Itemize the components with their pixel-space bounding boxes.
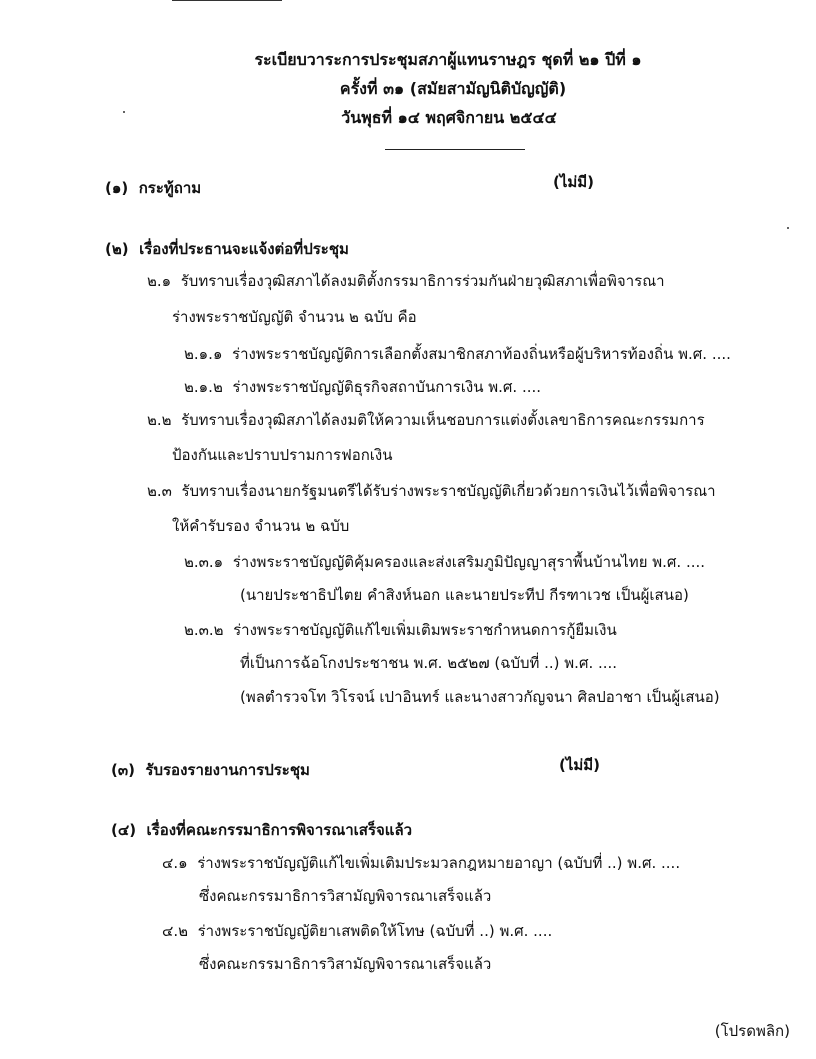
item-4-1-text: ร่างพระราชบัญญัติแก้ไขเพิ่มเติมประมวลกฎหมายอาญา (ฉบับที่ ..) พ.ศ. .... [197, 854, 681, 872]
item-2-3 [147, 481, 716, 501]
section-3-title: รับรองรายงานการประชุม [145, 761, 310, 779]
section-1-title: กระทู้ถาม [138, 179, 202, 197]
section-3-status: (ไม่มี) [559, 756, 601, 774]
item-2-3-1-text: ร่างพระราชบัญญัติคุ้มครองและส่งเสริมภูมิปัญญาสุราพื้นบ้านไทย พ.ศ. .... [232, 553, 706, 571]
item-4-1-continuation: ซึ่งคณะกรรมาธิการวิสามัญพิจารณาเสร็จแล้ว [199, 887, 492, 905]
turn-over-note: (โปรดพลิก) [714, 1022, 790, 1040]
document-header [0, 45, 816, 132]
top-rule [172, 0, 282, 1]
section-3-number: (๓) [111, 761, 135, 779]
item-4-2 [162, 921, 552, 941]
item-2-2 [147, 410, 705, 430]
section-1-heading [105, 178, 201, 198]
item-2-3-1-number: ๒.๓.๑ [184, 553, 224, 571]
item-2-1-number: ๒.๑ [147, 272, 172, 290]
item-4-2-continuation: ซึ่งคณะกรรมาธิการวิสามัญพิจารณาเสร็จแล้ว [199, 955, 492, 973]
item-2-3-text: รับทราบเรื่องนายกรัฐมนตรีได้รับร่างพระราชบัญญัติเกี่ยวด้วยการเงินไว้เพื่อพิจารณา [181, 482, 716, 500]
item-2-1-1-number: ๒.๑.๑ [184, 345, 223, 363]
scan-speck [123, 111, 125, 113]
scan-speck [787, 227, 789, 229]
section-2-title: เรื่องที่ประธานจะแจ้งต่อที่ประชุม [139, 240, 349, 258]
header-date: วันพุธที่ ๑๔ พฤศจิกายน ๒๕๔๔ [341, 108, 557, 127]
item-4-2-number: ๔.๒ [162, 922, 189, 940]
section-3-heading [111, 760, 310, 780]
item-2-2-continuation: ป้องกันและปราบปรามการฟอกเงิน [172, 446, 393, 464]
item-2-1 [147, 271, 665, 291]
section-4-number: (๔) [111, 821, 137, 839]
item-2-3-continuation: ให้คำรับรอง จำนวน ๒ ฉบับ [172, 517, 350, 535]
item-2-3-2-text: ร่างพระราชบัญญัติแก้ไขเพิ่มเติมพระราชกำหนดการกู้ยืมเงิน [233, 621, 617, 639]
item-2-3-2-number: ๒.๓.๒ [184, 621, 224, 639]
item-4-1-number: ๔.๑ [162, 854, 188, 872]
item-4-2-text: ร่างพระราชบัญญัติยาเสพติดให้โทษ (ฉบับที่ ..) พ.ศ. .... [197, 922, 553, 940]
item-2-3-1-proposers: (นายประชาธิปไตย คำสิงห์นอก และนายประทีป กีรฑาเวช เป็นผู้เสนอ) [240, 586, 689, 604]
section-4-heading [111, 820, 412, 840]
item-2-3-number: ๒.๓ [147, 482, 172, 500]
item-2-1-text: รับทราบเรื่องวุฒิสภาได้ลงมติตั้งกรรมาธิการร่วมกันฝ่ายวุฒิสภาเพื่อพิจารณา [180, 272, 665, 290]
item-2-1-2 [184, 377, 541, 397]
item-2-3-2 [184, 620, 617, 640]
item-2-2-text: รับทราบเรื่องวุฒิสภาได้ลงมติให้ความเห็นชอบการแต่งตั้งเลขาธิการคณะกรรมการ [181, 411, 705, 429]
item-2-1-1-text: ร่างพระราชบัญญัติการเลือกตั้งสมาชิกสภาท้องถิ่นหรือผู้บริหารท้องถิ่น พ.ศ. .... [232, 345, 731, 363]
header-divider [385, 149, 525, 150]
section-2-heading [105, 239, 349, 259]
section-2-number: (๒) [105, 240, 129, 258]
item-2-2-number: ๒.๒ [147, 411, 172, 429]
item-2-1-2-number: ๒.๑.๒ [184, 378, 223, 396]
item-4-1 [162, 853, 680, 873]
section-1-status: (ไม่มี) [553, 173, 595, 191]
section-4-title: เรื่องที่คณะกรรมาธิการพิจารณาเสร็จแล้ว [146, 821, 413, 839]
item-2-1-2-text: ร่างพระราชบัญญัติธุรกิจสถาบันการเงิน พ.ศ. .... [232, 378, 542, 396]
header-session: ครั้งที่ ๓๑ (สมัยสามัญนิติบัญญัติ) [339, 79, 567, 98]
item-2-1-1 [184, 344, 731, 364]
item-2-3-2-proposers: (พลตำรวจโท วิโรจน์ เปาอินทร์ และนางสาวกัญจนา ศิลปอาชา เป็นผู้เสนอ) [240, 688, 720, 706]
item-2-3-2-continuation: ที่เป็นการฉ้อโกงประชาชน พ.ศ. ๒๕๒๗ (ฉบับที่ ..) พ.ศ. .... [240, 654, 618, 672]
item-2-1-continuation: ร่างพระราชบัญญัติ จำนวน ๒ ฉบับ คือ [172, 308, 417, 326]
item-2-3-1 [184, 552, 705, 572]
header-title: ระเบียบวาระการประชุมสภาผู้แทนราษฎร ชุดที่ ๒๑ ปีที่ ๑ [254, 50, 642, 69]
section-1-number: (๑) [105, 179, 129, 197]
